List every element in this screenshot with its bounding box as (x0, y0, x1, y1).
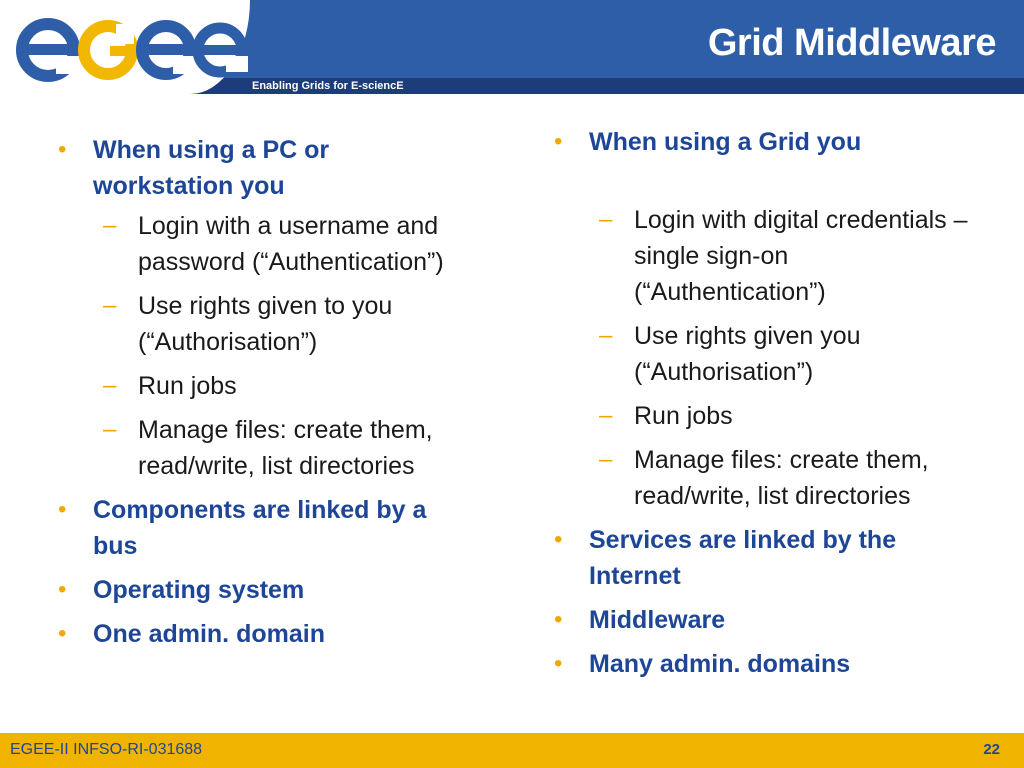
bullet-text: Middleware (589, 606, 726, 634)
left-subitem-4 (93, 412, 472, 484)
right-bullet-2 (548, 522, 978, 594)
left-subitem-1 (93, 208, 472, 280)
dash-icon: – (103, 212, 117, 239)
bullet-icon: • (58, 576, 67, 603)
right-subitem-3 (589, 398, 978, 434)
subitem-text: Login with a username and password (“Authentication”) (138, 212, 444, 276)
bullet-text: Services are linked by the Internet (589, 526, 897, 590)
left-subitem-2 (93, 288, 472, 360)
bullet-text: Many admin. domains (589, 650, 851, 678)
subitem-text: Run jobs (138, 372, 237, 400)
bullet-text: When using a Grid you (589, 128, 862, 156)
right-subitem-4 (589, 442, 978, 514)
logo-letter-g (84, 24, 136, 74)
tagline: Enabling Grids for E-sciencE (252, 80, 404, 92)
right-subitem-1 (589, 202, 978, 310)
left-bullet-2 (52, 492, 472, 564)
dash-icon: – (599, 206, 613, 233)
left-bullet-1 (52, 132, 472, 484)
dash-icon: – (103, 416, 117, 443)
bullet-icon: • (58, 620, 67, 647)
page-number: 22 (983, 741, 1000, 758)
dash-icon: – (599, 402, 613, 429)
subitem-text: Use rights given to you (“Authorisation”) (138, 292, 393, 356)
subitem-text: Login with digital credentials – single sign-on (“Authentication”) (634, 206, 968, 306)
right-column (548, 124, 978, 690)
bullet-text: When using a PC or workstation you (93, 136, 330, 200)
left-column (52, 132, 472, 660)
logo-letter-e3 (198, 28, 248, 72)
dash-icon: – (103, 372, 117, 399)
bullet-text: Components are linked by a bus (93, 496, 427, 560)
left-bullet-3 (52, 572, 472, 608)
bullet-icon: • (554, 526, 563, 553)
subitem-text: Use rights given you (“Authorisation”) (634, 322, 861, 386)
subitem-text: Manage files: create them, read/write, list directories (634, 446, 929, 510)
left-subitem-3 (93, 368, 472, 404)
right-subitem-2 (589, 318, 978, 390)
subitem-text: Manage files: create them, read/write, list directories (138, 416, 433, 480)
spacer (589, 160, 978, 198)
logo-letter-e1 (22, 24, 82, 76)
slide-title: Grid Middleware (707, 22, 996, 64)
footer-bar (0, 733, 1024, 768)
left-bullet-4 (52, 616, 472, 652)
bullet-text: One admin. domain (93, 620, 325, 648)
logo-area (0, 0, 250, 94)
right-bullet-4 (548, 646, 978, 682)
bullet-icon: • (554, 606, 563, 633)
dash-icon: – (599, 446, 613, 473)
right-bullet-1 (548, 124, 978, 514)
dash-icon: – (103, 292, 117, 319)
bullet-icon: • (554, 128, 563, 155)
subitem-text: Run jobs (634, 402, 733, 430)
bullet-text: Operating system (93, 576, 305, 604)
right-bullet-3 (548, 602, 978, 638)
bullet-icon: • (58, 136, 67, 163)
egee-logo (8, 4, 248, 94)
bullet-icon: • (554, 650, 563, 677)
logo-letter-e2 (142, 26, 197, 74)
bullet-icon: • (58, 496, 67, 523)
dash-icon: – (599, 322, 613, 349)
footer-project-id: EGEE-II INFSO-RI-031688 (10, 741, 203, 758)
